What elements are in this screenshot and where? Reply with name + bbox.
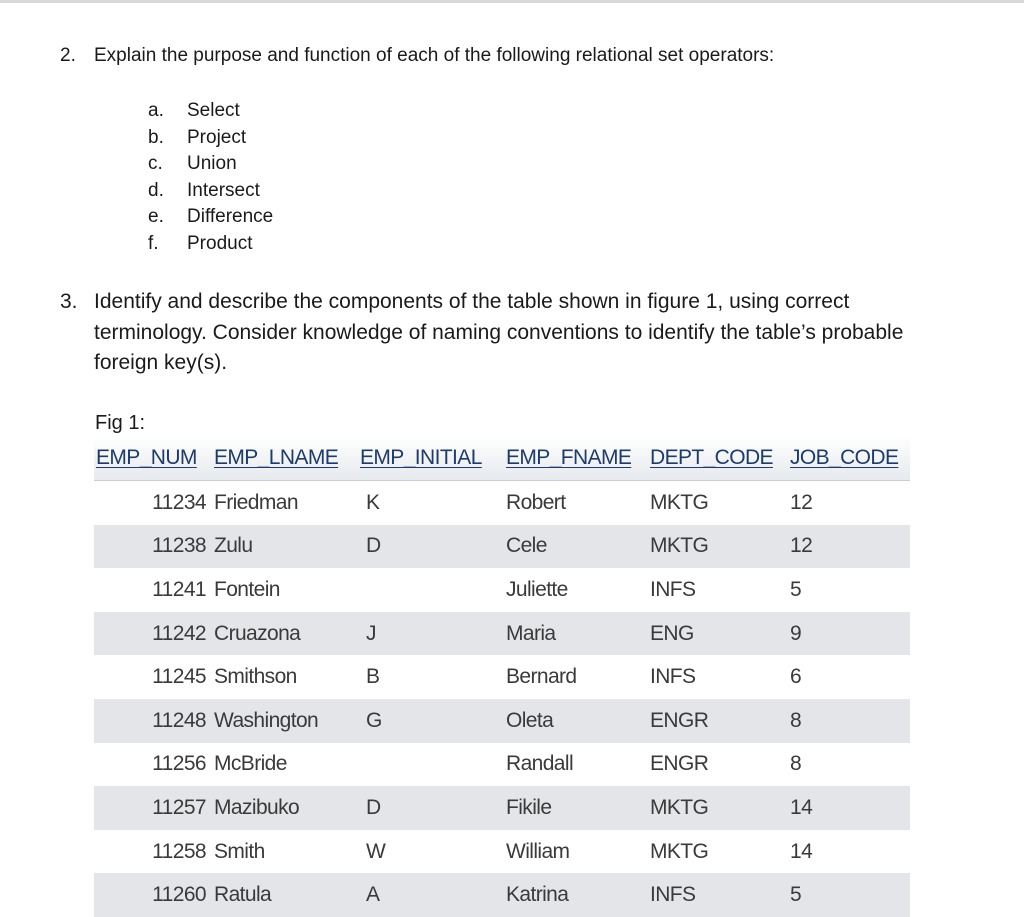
- cell-emp-fname: Juliette: [504, 568, 648, 612]
- question-3-number: 3.: [60, 290, 78, 313]
- list-item-letter: b.: [148, 126, 164, 148]
- cell-emp-num: 11238: [94, 525, 212, 569]
- cell-emp-lname: Friedman: [212, 481, 358, 525]
- page-top-rule: [0, 0, 1024, 3]
- list-item-label: Difference: [187, 206, 274, 228]
- cell-job-code: 14: [788, 786, 910, 830]
- cell-emp-initial: G: [358, 699, 504, 743]
- list-item-label: Union: [187, 153, 237, 175]
- cell-emp-lname: Washington: [212, 699, 358, 743]
- cell-dept-code: INFS: [648, 568, 788, 612]
- cell-dept-code: MKTG: [648, 525, 788, 569]
- list-item: [148, 231, 273, 258]
- list-item-label: Project: [187, 126, 247, 148]
- cell-emp-initial: D: [358, 786, 504, 830]
- cell-emp-fname: Robert: [504, 481, 648, 525]
- cell-emp-num: 11234: [94, 481, 212, 525]
- table-row: [94, 525, 910, 569]
- cell-emp-fname: Bernard: [504, 655, 648, 699]
- cell-emp-fname: Randall: [504, 743, 648, 787]
- cell-job-code: 9: [788, 612, 910, 656]
- cell-emp-initial: [358, 743, 504, 787]
- table-row: [94, 699, 910, 743]
- table-row: [94, 612, 910, 656]
- cell-emp-initial: K: [358, 481, 504, 525]
- cell-dept-code: ENGR: [648, 743, 788, 787]
- list-item-letter: e.: [148, 206, 164, 228]
- cell-job-code: 8: [788, 743, 910, 787]
- cell-emp-num: 11248: [94, 699, 212, 743]
- cell-dept-code: ENG: [648, 612, 788, 656]
- column-header-emp-lname: EMP_LNAME: [212, 436, 358, 481]
- table-row: [94, 655, 910, 699]
- cell-emp-initial: J: [358, 612, 504, 656]
- cell-dept-code: INFS: [648, 655, 788, 699]
- cell-emp-num: 11241: [94, 568, 212, 612]
- list-item-letter: d.: [148, 179, 164, 201]
- column-header-job-code: JOB_CODE: [788, 436, 910, 481]
- question-2-text: Explain the purpose and function of each of the following relational set operators:: [94, 45, 775, 66]
- cell-emp-lname: McBride: [212, 743, 358, 787]
- table-row: [94, 481, 910, 525]
- list-item-letter: c.: [148, 153, 163, 175]
- cell-job-code: 12: [788, 525, 910, 569]
- cell-emp-num: 11257: [94, 786, 212, 830]
- list-item: [148, 125, 273, 152]
- cell-emp-initial: [358, 568, 504, 612]
- cell-emp-initial: D: [358, 525, 504, 569]
- cell-emp-initial: W: [358, 830, 504, 874]
- column-header-emp-num: EMP_NUM: [94, 436, 212, 481]
- cell-emp-fname: Katrina: [504, 873, 648, 917]
- cell-emp-lname: Zulu: [212, 525, 358, 569]
- table-row: [94, 786, 910, 830]
- table-row: [94, 830, 910, 874]
- cell-emp-num: 11260: [94, 873, 212, 917]
- employee-table: [94, 436, 910, 917]
- list-item-label: Intersect: [187, 179, 260, 201]
- question-2: [60, 44, 774, 68]
- table-row: [94, 743, 910, 787]
- cell-emp-fname: Cele: [504, 525, 648, 569]
- list-item: [148, 98, 273, 125]
- cell-job-code: 5: [788, 568, 910, 612]
- operator-list: [148, 98, 273, 258]
- cell-emp-num: 11242: [94, 612, 212, 656]
- column-header-emp-initial: EMP_INITIAL: [358, 436, 504, 481]
- cell-emp-fname: Maria: [504, 612, 648, 656]
- question-3: [60, 287, 940, 379]
- cell-emp-initial: B: [358, 655, 504, 699]
- table-row: [94, 873, 910, 917]
- cell-emp-num: 11245: [94, 655, 212, 699]
- list-item: [148, 151, 273, 178]
- cell-emp-lname: Smith: [212, 830, 358, 874]
- question-2-number: 2.: [60, 45, 76, 66]
- cell-emp-lname: Smithson: [212, 655, 358, 699]
- cell-job-code: 8: [788, 699, 910, 743]
- cell-job-code: 5: [788, 873, 910, 917]
- cell-emp-lname: Mazibuko: [212, 786, 358, 830]
- list-item-letter: a.: [148, 100, 164, 121]
- cell-dept-code: MKTG: [648, 481, 788, 525]
- list-item-label: Select: [187, 100, 240, 121]
- cell-emp-initial: A: [358, 873, 504, 917]
- cell-job-code: 6: [788, 655, 910, 699]
- list-item: [148, 178, 273, 205]
- figure-label: Fig 1:: [95, 412, 146, 434]
- list-item-label: Product: [187, 232, 253, 254]
- cell-job-code: 12: [788, 481, 910, 525]
- cell-emp-lname: Ratula: [212, 873, 358, 917]
- cell-job-code: 14: [788, 830, 910, 874]
- table-row: [94, 568, 910, 612]
- column-header-emp-fname: EMP_FNAME: [504, 436, 648, 481]
- table-header-row: [94, 436, 910, 481]
- cell-dept-code: ENGR: [648, 699, 788, 743]
- cell-dept-code: MKTG: [648, 830, 788, 874]
- cell-emp-fname: Oleta: [504, 699, 648, 743]
- cell-emp-lname: Cruazona: [212, 612, 358, 656]
- list-item: [148, 204, 273, 231]
- cell-emp-fname: William: [504, 830, 648, 874]
- cell-dept-code: MKTG: [648, 786, 788, 830]
- cell-emp-num: 11256: [94, 743, 212, 787]
- cell-emp-lname: Fontein: [212, 568, 358, 612]
- question-3-text: Identify and describe the components of the table shown in figure 1, using correct terminology. Consider knowledge of naming conventions to identify the table’s probable foreign key(s).: [94, 290, 904, 374]
- list-item-letter: f.: [148, 232, 159, 254]
- cell-emp-num: 11258: [94, 830, 212, 874]
- cell-emp-fname: Fikile: [504, 786, 648, 830]
- column-header-dept-code: DEPT_CODE: [648, 436, 788, 481]
- cell-dept-code: INFS: [648, 873, 788, 917]
